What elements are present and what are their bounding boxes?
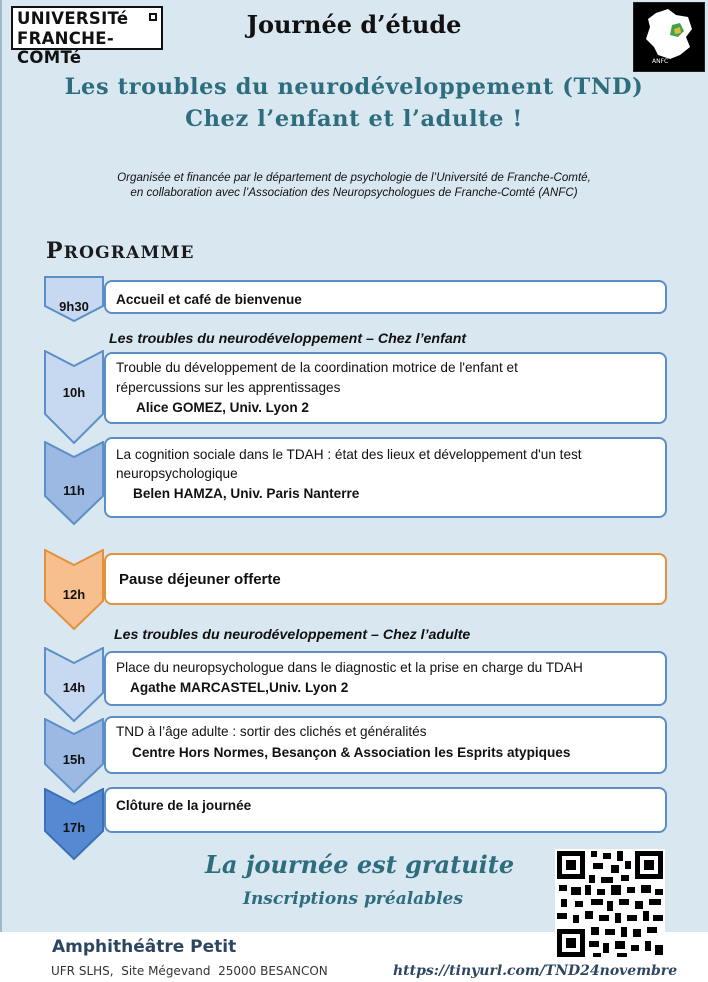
session-title: TND à l’âge adulte : sortir des clichés et généralités	[116, 724, 427, 739]
speaker: Alice GOMEZ, Univ. Lyon 2	[136, 400, 309, 415]
session-box-closing	[104, 787, 667, 833]
session-title: neuropsychologique	[116, 466, 238, 481]
logo-line-1: UNIVERSITé	[17, 9, 129, 28]
session-box-diagnosis	[104, 651, 667, 706]
time-label: 12h	[62, 587, 86, 602]
programme-heading-rest: ROGRAMME	[63, 243, 195, 263]
session-box-welcome	[104, 280, 667, 314]
page-title: Journée d’étude	[246, 10, 462, 39]
time-label: 10h	[62, 385, 86, 400]
free-event-notice: La journée est gratuite	[205, 850, 515, 879]
programme-heading-initial: P	[46, 238, 64, 264]
organizer-line-1: Organisée et financée par le département de psychologie de l’Université de Franche-Comté,	[117, 171, 591, 184]
registration-link[interactable]: https://tinyurl.com/TND24novembre	[393, 963, 678, 979]
section-heading-adult: Les troubles du neurodéveloppement – Chez l’adulte	[114, 627, 471, 643]
speaker: Centre Hors Normes, Besançon & Association les Esprits atypiques	[132, 745, 571, 760]
logo-line-2: FRANCHE-COMTé	[17, 29, 114, 67]
session-title: Pause déjeuner offerte	[119, 571, 281, 588]
event-title-line-1: Les troubles du neurodéveloppement (TND)	[64, 74, 644, 100]
time-label: 11h	[63, 483, 85, 498]
time-label: 15h	[62, 752, 86, 767]
time-label: 17h	[62, 820, 86, 835]
qr-code-icon[interactable]	[555, 849, 665, 959]
session-title: Place du neuropsychologue dans le diagnostic et la prise en charge du TDAH	[116, 660, 583, 675]
anfc-logo-text: ANFC	[652, 58, 669, 65]
registration-notice: Inscriptions préalables	[243, 889, 463, 909]
event-title-line-2: Chez l’enfant et l’adulte !	[185, 106, 523, 132]
session-box-lunch	[104, 553, 667, 605]
session-title: Trouble du développement de la coordination motrice de l'enfant et	[116, 360, 518, 375]
venue-name: Amphithéâtre Petit	[52, 937, 237, 957]
session-box-adult-tnd	[104, 716, 667, 774]
anfc-logo	[633, 2, 705, 72]
speaker: Belen HAMZA, Univ. Paris Nanterre	[133, 486, 360, 501]
session-title: Clôture de la journée	[116, 798, 252, 813]
session-box-social-cognition	[104, 437, 667, 518]
section-heading-child: Les troubles du neurodéveloppement – Chez l’enfant	[109, 331, 467, 347]
time-label: 9h30	[59, 299, 89, 314]
organizer-line-2: en collaboration avec l’Association des Neuropsychologues de Franche-Comté (ANFC)	[130, 186, 578, 199]
venue-address: UFR SLHS, Site Mégevand 25000 BESANCON	[51, 964, 328, 978]
session-title: répercussions sur les apprentissages	[116, 380, 341, 395]
session-title: Accueil et café de bienvenue	[116, 292, 302, 307]
programme-heading	[46, 238, 195, 264]
speaker: Agathe MARCASTEL,Univ. Lyon 2	[130, 680, 349, 695]
session-box-coordination	[104, 352, 667, 424]
session-title: La cognition sociale dans le TDAH : état des lieux et développement d'un test	[116, 447, 582, 462]
time-label: 14h	[62, 680, 86, 695]
